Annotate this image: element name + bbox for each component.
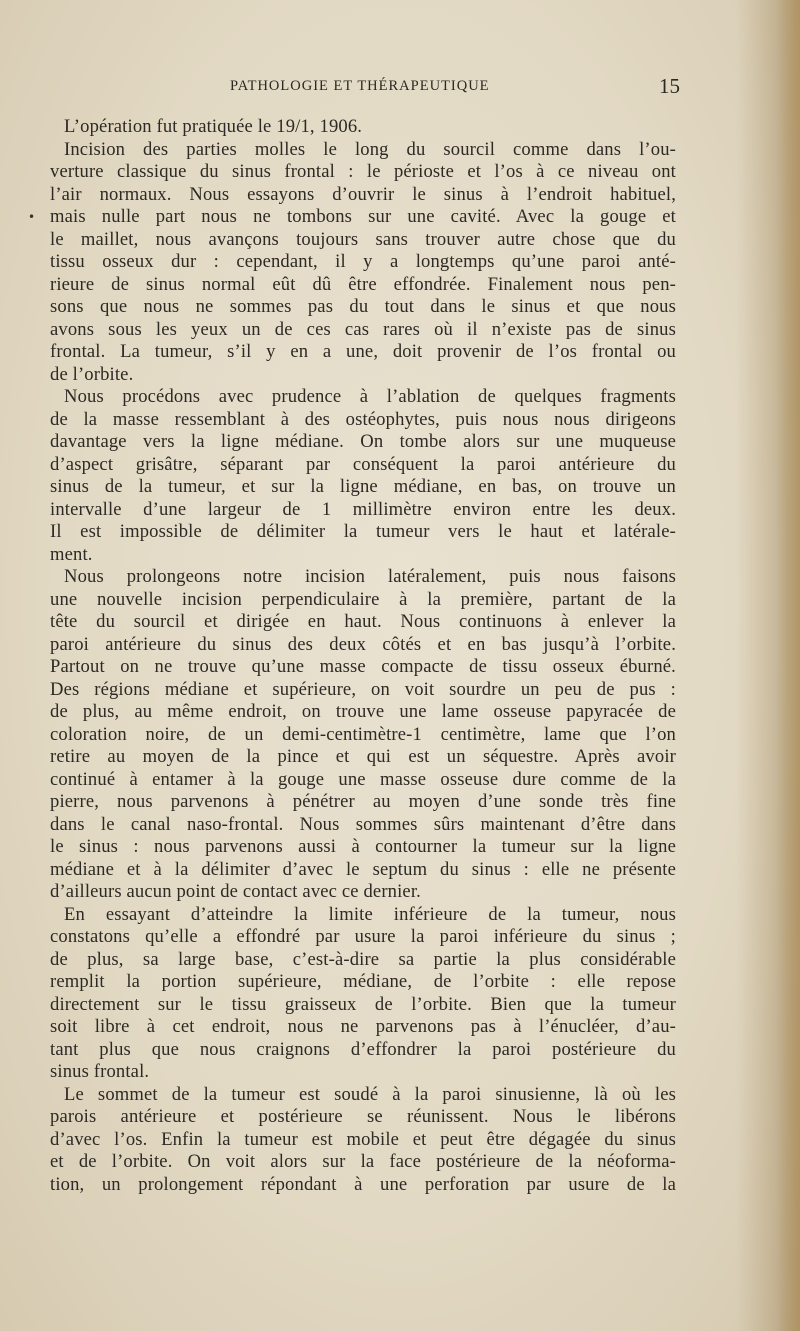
text-line: une nouvelle incision perpendiculaire à la première, partant de la [50, 588, 676, 610]
text-line: paroi antérieure du sinus des deux côtés et en bas jusqu’à l’orbite. [50, 633, 676, 655]
text-line: d’ailleurs aucun point de contact avec ce dernier. [50, 881, 421, 902]
text-line: soit libre à cet endroit, nous ne parvenons pas à l’énucléer, d’au- [50, 1016, 676, 1037]
text-line: Il est impossible de délimiter la tumeur vers le haut et latérale- [50, 521, 676, 542]
page-number: 15 [659, 74, 680, 98]
text-line: l’air normaux. Nous essayons d’ouvrir le sinus à l’endroit habituel, [50, 183, 676, 205]
text-line: rieure de sinus normal eût dû être effondrée. Finalement nous pen- [50, 273, 676, 295]
text-line: En essayant d’atteindre la limite inférieure de la tumeur, nous [64, 903, 676, 925]
text-line: de plus, au même endroit, on trouve une lame osseuse papyracée de [50, 701, 676, 722]
text-line: intervalle d’une largeur de 1 millimètre environ entre les deux. [50, 498, 676, 520]
text-line: verture classique du sinus frontal : le périoste et l’os à ce niveau ont [50, 161, 676, 182]
text-line: tissu osseux dur : cependant, il y a longtemps qu’une paroi anté- [50, 251, 676, 272]
text-line: dans le canal naso-frontal. Nous sommes sûrs maintenant d’être dans [50, 813, 676, 835]
text-line: de la masse ressemblant à des ostéophytes, puis nous nous dirigeons [50, 408, 676, 430]
running-title: PATHOLOGIE ET THÉRAPEUTIQUE [230, 78, 490, 94]
text-line: Le sommet de la tumeur est soudé à la paroi sinusienne, là où les [64, 1083, 676, 1105]
text-line: Nous procédons avec prudence à l’ablation de quelques fragments [64, 386, 676, 407]
text-line: tion, un prolongement répondant à une perforation par usure de la [50, 1173, 676, 1195]
text-line: pierre, nous parvenons à pénétrer au moyen d’une sonde très fine [50, 791, 676, 812]
text-line: remplit la portion supérieure, médiane, de l’orbite : elle repose [50, 971, 676, 992]
text-line: d’avec l’os. Enfin la tumeur est mobile et peut être dégagée du sinus [50, 1128, 676, 1150]
text-line: directement sur le tissu graisseux de l’orbite. Bien que la tumeur [50, 993, 676, 1015]
text-line: sinus frontal. [50, 1061, 150, 1082]
text-line: médiane et à la délimiter d’avec le septum du sinus : elle ne présente [50, 858, 676, 880]
text-line: frontal. La tumeur, s’il y en a une, doit provenir de l’os frontal ou [50, 341, 676, 362]
text-line: de plus, sa large base, c’est-à-dire sa partie la plus considérable [50, 948, 676, 970]
text-line: avons sous les yeux un de ces cas rares où il n’existe pas de sinus [50, 318, 676, 340]
text-line: retire au moyen de la pince et qui est un séquestre. Après avoir [50, 746, 676, 767]
text-line: Des régions médiane et supérieure, on voit sourdre un peu de pus : [50, 678, 676, 700]
running-head [50, 74, 680, 98]
text-line: mais nulle part nous ne tombons sur une cavité. Avec la gouge et [50, 206, 676, 227]
text-line: de l’orbite. [50, 363, 134, 385]
page-edge-shadow [776, 0, 800, 1331]
text-line: et de l’orbite. On voit alors sur la face postérieure de la néoforma- [50, 1151, 676, 1172]
text-line: parois antérieure et postérieure se réunissent. Nous le libérons [50, 1106, 676, 1127]
text-line: coloration noire, de un demi-centimètre-1 centimètre, lame que l’on [50, 723, 676, 745]
margin-mark: • [28, 210, 36, 224]
text-line: continué à entamer à la gouge une masse osseuse dure comme de la [50, 768, 676, 790]
text-line: constatons qu’elle a effondré par usure la paroi inférieure du sinus ; [50, 926, 676, 947]
text-line: tête du sourcil et dirigée en haut. Nous continuons à enlever la [50, 611, 676, 632]
text-line: tant plus que nous craignons d’effondrer la paroi postérieure du [50, 1038, 676, 1060]
text-line: d’aspect grisâtre, séparant par conséquent la paroi antérieure du [50, 453, 676, 475]
text-line: davantage vers la ligne médiane. On tombe alors sur une muqueuse [50, 431, 676, 452]
text-line: L’opération fut pratiquée le 19/1, 1906. [64, 116, 363, 137]
text-line: Nous prolongeons notre incision latéralement, puis nous faisons [64, 566, 676, 587]
text-line: le sinus : nous parvenons aussi à contourner la tumeur sur la ligne [50, 836, 676, 857]
text-line: Incision des parties molles le long du sourcil comme dans l’ou- [64, 138, 676, 160]
body-text [50, 116, 676, 1196]
text-line: le maillet, nous avançons toujours sans trouver autre chose que du [50, 228, 676, 250]
text-line: Partout on ne trouve qu’une masse compacte de tissu osseux éburné. [50, 656, 676, 677]
text-line: sons que nous ne sommes pas du tout dans le sinus et que nous [50, 296, 676, 317]
text-line: ment. [50, 543, 93, 565]
text-line: sinus de la tumeur, et sur la ligne médiane, en bas, on trouve un [50, 476, 676, 497]
